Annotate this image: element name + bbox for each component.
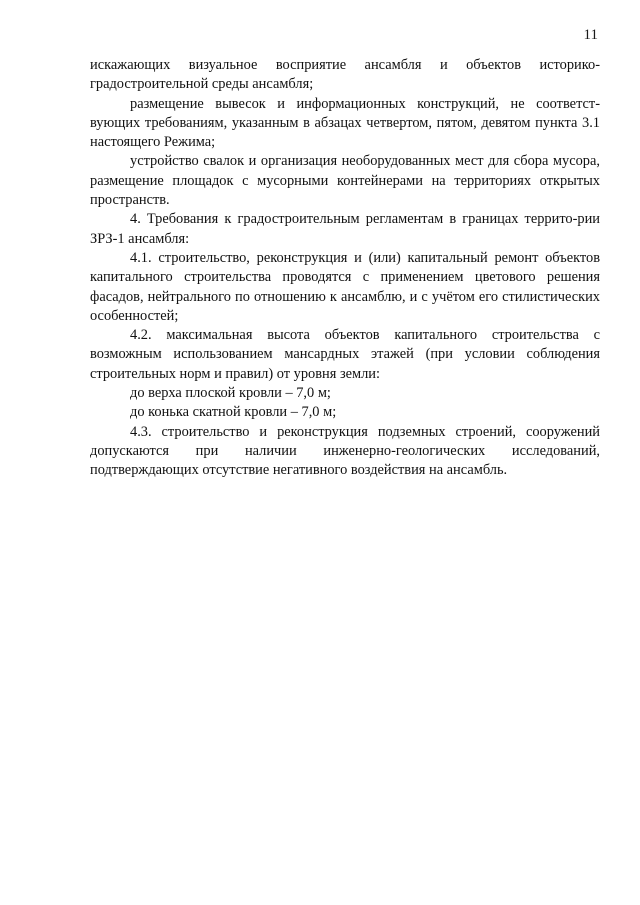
paragraph-pitched-roof: до конька скатной кровли – 7,0 м;: [130, 404, 337, 421]
paragraph-4-3: 4.3. строительство и реконструкция подземных строений, сооружений допускаются при наличии инженерно-геологических исследований, подтверждающих отсутствие негативного воздействия на ансамбль.: [90, 423, 600, 479]
paragraph-section-4: 4. Требования к градостроительным регламентам в границах террито-рии ЗРЗ-1 ансамбля:: [90, 211, 600, 247]
paragraph-4-1: 4.1. строительство, реконструкция и (или) капитальный ремонт объектов капитального строительства проводятся с применением цветового решения фасадов, нейтрального по отношению к ансамблю, и с учётом его стилистических особенностей;: [90, 249, 600, 324]
paragraph-dumps: устройство свалок и организация необорудованных мест для сбора мусора, размещение площадок с мусорными контейнерами на территориях открытых пространств.: [90, 153, 600, 209]
document-body: [90, 56, 600, 481]
page-number: 11: [583, 27, 598, 43]
paragraph-4-2: 4.2. максимальная высота объектов капитального строительства с возможным использованием мансардных этажей (при условии соблюдения строительных норм и правил) от уровня земли:: [90, 327, 600, 382]
paragraph-continuation: искажающих визуальное восприятие ансамбля и объектов историко-градостроительной среды ансамбля;: [90, 57, 600, 93]
paragraph-signs: размещение вывесок и информационных конструкций, не соответст-вующих требованиям, указанным в абзацах четвертом, пятом, девятом пункта 3.1 настоящего Режима;: [90, 95, 600, 151]
paragraph-flat-roof: до верха плоской кровли – 7,0 м;: [130, 385, 331, 402]
